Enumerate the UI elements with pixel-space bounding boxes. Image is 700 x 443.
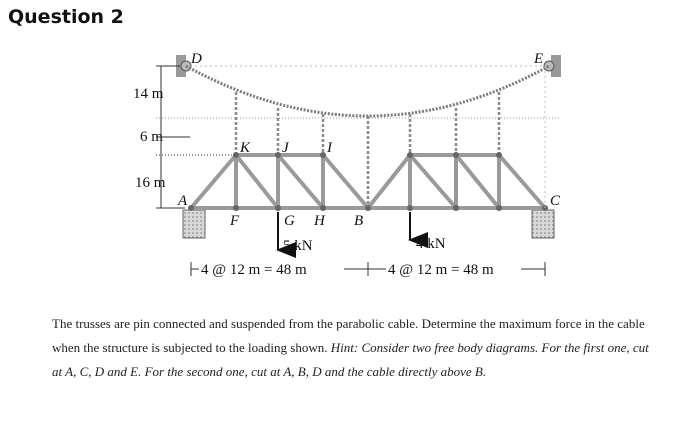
load-right-label: 4 kN — [416, 236, 446, 252]
support-c — [532, 210, 554, 238]
label-k: K — [240, 140, 251, 156]
label-b: B — [354, 213, 364, 229]
label-a: A — [178, 193, 188, 209]
left-truss — [191, 155, 368, 208]
label-i: I — [327, 140, 332, 156]
label-g: G — [284, 213, 295, 229]
dim-top-label: 14 m — [133, 86, 164, 102]
question-title: Question 2 — [8, 6, 124, 28]
problem-text: The trusses are pin connected and suspended from the parabolic cable. Determine the maximum force in the cable when the structure is subjected to the loading shown. — [52, 316, 645, 355]
label-e: E — [534, 51, 544, 67]
span-right-label: 4 @ 12 m = 48 m — [388, 262, 494, 278]
label-c: C — [550, 193, 561, 209]
dim-bottom-label: 16 m — [135, 175, 166, 191]
label-j: J — [282, 140, 289, 156]
hangers — [236, 92, 499, 208]
parabolic-cable — [186, 66, 549, 116]
label-d: D — [191, 51, 202, 67]
hint-text: Consider two free body diagrams. For the first one, cut at A, C, D and E. For the second one, cut at A, B, D and the cable directly above B. — [52, 340, 649, 379]
support-a — [183, 210, 205, 238]
label-f: F — [230, 213, 240, 229]
hint-label: Hint: — [330, 340, 359, 355]
label-h: H — [314, 213, 325, 229]
dim-middle-label: 6 m — [140, 129, 163, 145]
problem-statement — [52, 312, 662, 384]
span-left-label: 4 @ 12 m = 48 m — [201, 262, 307, 278]
load-left-label: 5 kN — [283, 238, 313, 254]
right-truss — [368, 155, 545, 208]
